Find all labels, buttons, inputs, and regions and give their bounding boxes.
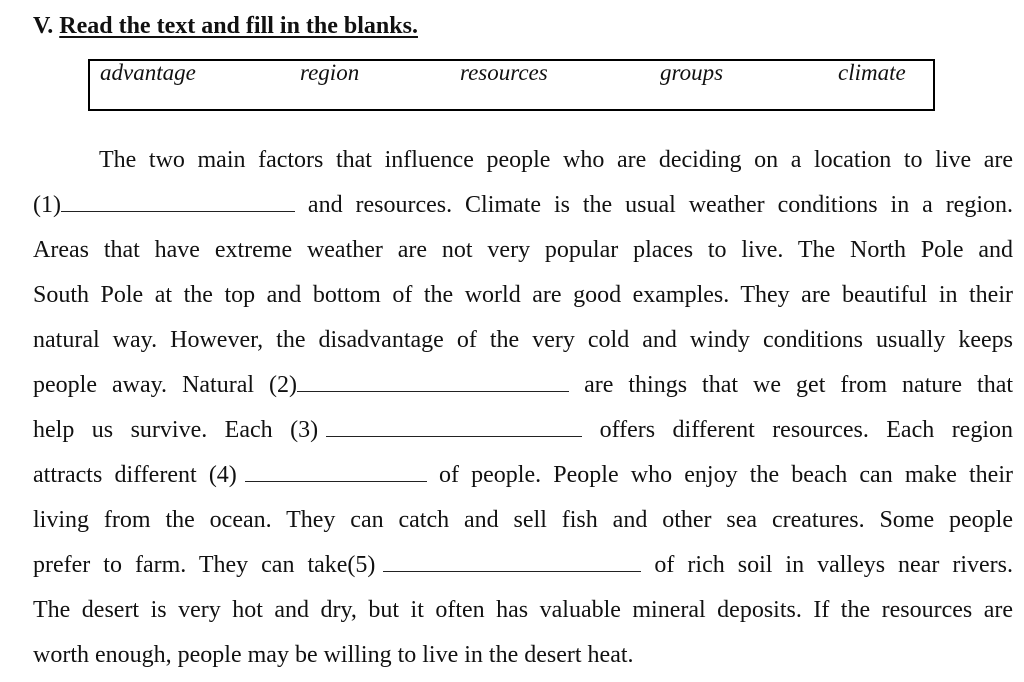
passage-line: living from the ocean. They can catch and sell fish and other sea creatures. Some people (33, 507, 1013, 533)
passage-line: attracts different (4) of people. People who enjoy the beach can make their (33, 462, 1013, 488)
blank-2[interactable] (297, 373, 569, 392)
exercise-instruction: Read the text and fill in the blanks. (59, 13, 418, 39)
passage-line: The two main factors that influence people who are deciding on a location to live are (99, 147, 1013, 173)
word-bank-item: climate (838, 60, 906, 85)
word-bank-item: region (300, 60, 360, 85)
passage-line: people away. Natural (2) are things that we get from nature that (33, 372, 1014, 398)
passage-line: help us survive. Each (3) offers different resources. Each region (33, 417, 1014, 443)
word-bank (88, 59, 935, 111)
passage-line: South Pole at the top and bottom of the world are good examples. They are beautiful in their (33, 282, 1013, 308)
passage-line: The desert is very hot and dry, but it often has valuable mineral deposits. If the resources are (33, 597, 1013, 623)
passage-line: natural way. However, the disadvantage of the very cold and windy conditions usually keeps (33, 327, 1013, 353)
passage-line: prefer to farm. They can take(5) of rich soil in valleys near rivers. (33, 552, 1014, 578)
passage-line: (1) and resources. Climate is the usual weather conditions in a region. (33, 192, 1014, 218)
word-bank-item: advantage (100, 60, 196, 85)
blank-3[interactable] (326, 418, 582, 437)
word-bank-item: groups (660, 60, 724, 85)
word-bank-item: resources (460, 60, 548, 85)
exercise-heading (33, 8, 418, 44)
blank-4[interactable] (245, 463, 427, 482)
blank-1[interactable] (61, 193, 295, 212)
passage-line: worth enough, people may be willing to live in the desert heat. (33, 642, 634, 668)
exercise-number: V. (33, 13, 54, 39)
reading-passage (33, 138, 1013, 678)
passage-line: Areas that have extreme weather are not very popular places to live. The North Pole and (33, 237, 1013, 263)
blank-5[interactable] (383, 553, 641, 572)
